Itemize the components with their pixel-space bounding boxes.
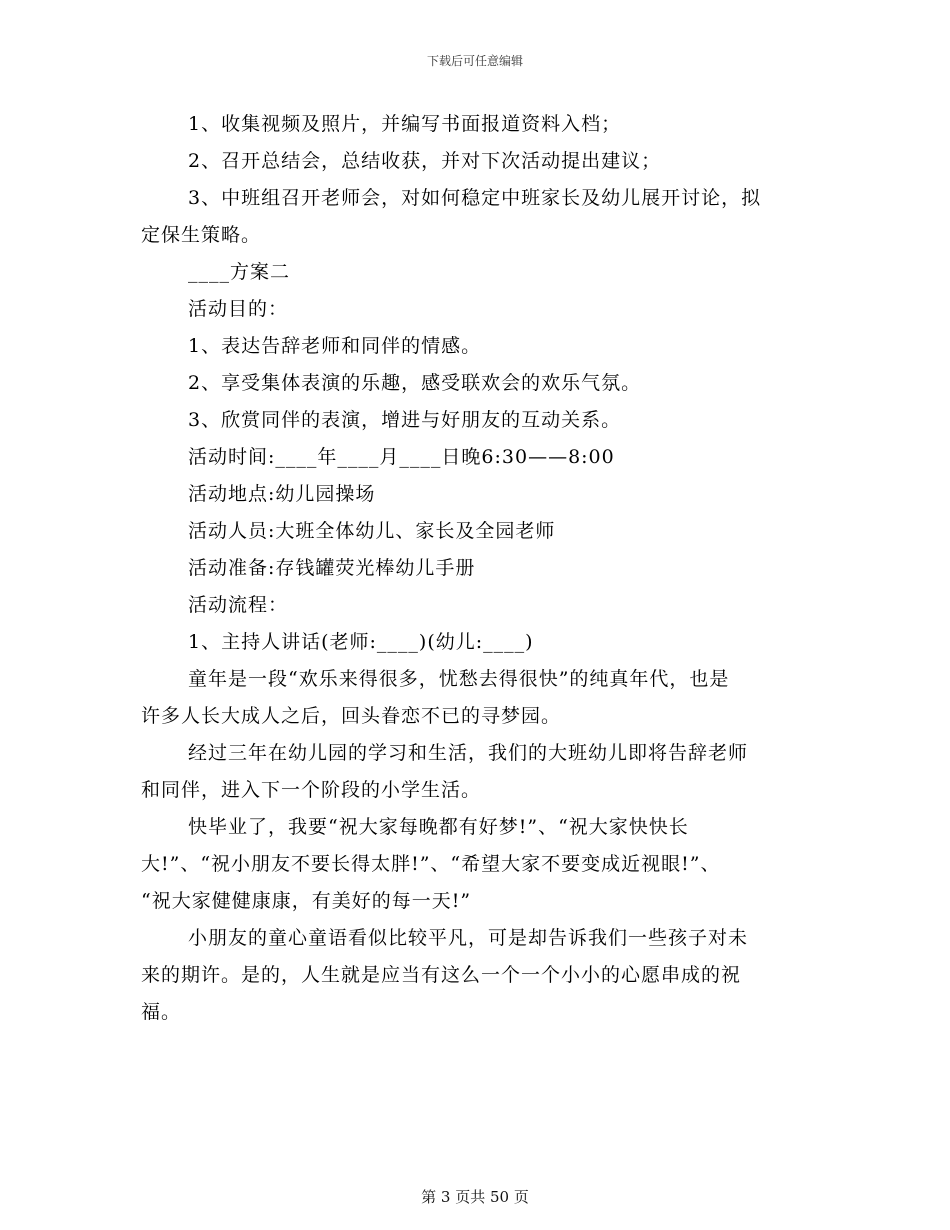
text-line: 3、中班组召开老师会，对如何稳定中班家长及幼儿展开讨论，拟 bbox=[188, 187, 762, 209]
text-line: 经过三年在幼儿园的学习和生活，我们的大班幼儿即将告辞老师 bbox=[188, 742, 749, 764]
text-line: 和同伴，进入下一个阶段的小学生活。 bbox=[141, 779, 482, 801]
text-line: 活动目的： bbox=[188, 298, 289, 320]
text-line: 定保生策略。 bbox=[141, 224, 262, 246]
text-line: 许多人长大成人之后，回头眷恋不已的寻梦园。 bbox=[141, 705, 562, 727]
text-line: 2、召开总结会，总结收获，并对下次活动提出建议； bbox=[188, 150, 662, 172]
text-line: 1、主持人讲话(老师:____)(幼儿:____) bbox=[188, 631, 534, 653]
text-line: 来的期许。是的，人生就是应当有这么一个一个小小的心愿串成的祝 bbox=[141, 964, 742, 986]
text-line: 快毕业了，我要“祝大家每晚都有好梦!”、“祝大家快快长 bbox=[188, 816, 689, 838]
page-header: 下载后可任意编辑 bbox=[426, 54, 523, 68]
text-line: 3、欣赏同伴的表演，增进与好朋友的互动关系。 bbox=[188, 409, 622, 431]
text-line: 2、享受集体表演的乐趣，感受联欢会的欢乐气氛。 bbox=[188, 372, 642, 394]
text-line: 大!”、“祝小朋友不要长得太胖!”、“希望大家不要变成近视眼!”、 bbox=[141, 853, 721, 875]
text-line: ____方案二 bbox=[188, 261, 291, 283]
text-line: “祝大家健健康康，有美好的每一天!” bbox=[141, 890, 472, 912]
document-body bbox=[141, 106, 816, 1031]
text-line: 小朋友的童心童语看似比较平凡，可是却告诉我们一些孩子对未 bbox=[188, 927, 749, 949]
text-line: 活动时间:____年____月____日晚6:30——8:00 bbox=[188, 446, 615, 468]
text-line: 活动准备:存钱罐荧光棒幼儿手册 bbox=[188, 557, 476, 579]
text-line: 1、收集视频及照片，并编写书面报道资料入档； bbox=[188, 113, 622, 135]
text-line: 活动地点:幼儿园操场 bbox=[188, 483, 376, 505]
text-line: 活动人员:大班全体幼儿、家长及全园老师 bbox=[188, 520, 556, 542]
text-line: 童年是一段“欢乐来得很多，忧愁去得很快”的纯真年代，也是 bbox=[188, 668, 730, 690]
text-line: 福。 bbox=[141, 1001, 182, 1023]
text-line: 活动流程： bbox=[188, 594, 289, 616]
page-footer: 第 3 页共 50 页 bbox=[421, 1188, 529, 1206]
text-line: 1、表达告辞老师和同伴的情感。 bbox=[188, 335, 482, 357]
